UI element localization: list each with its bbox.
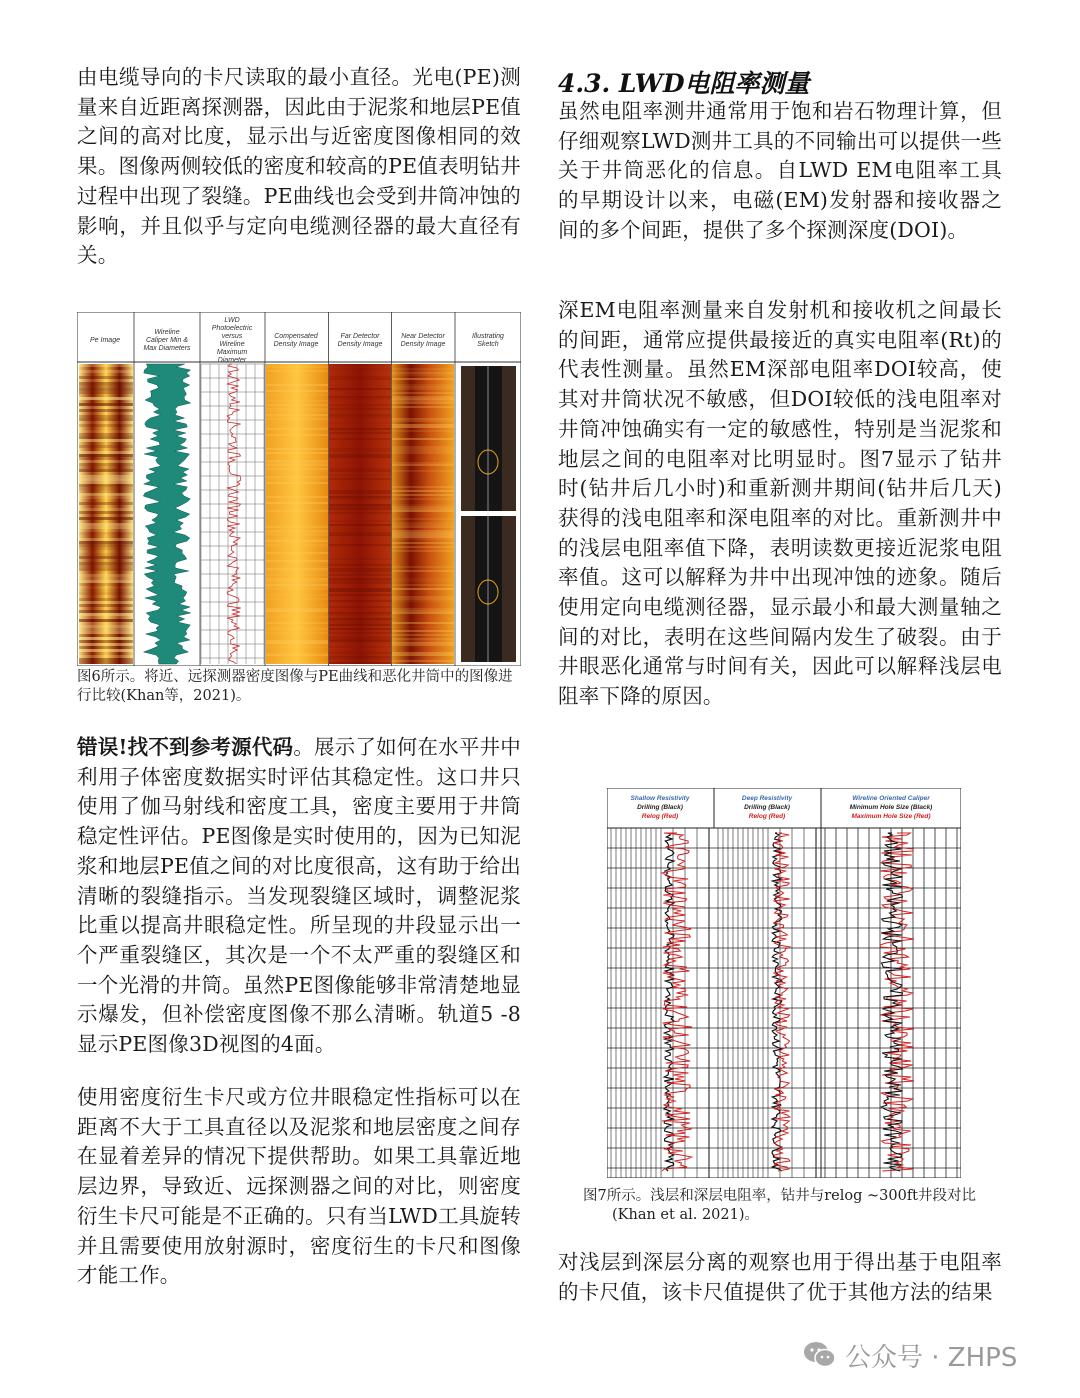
watermark [803,1335,1017,1375]
figure-6-header-2: LWD Photoelectric versus Wireline Maximum Diameter [211,317,253,364]
figure-7-header-0-2: Relog (Red) [641,813,679,820]
figure-7-caption-1: 图7所示。浅层和深层电阻率，钻井与relog ~300ft井段对比 [583,1188,977,1204]
figure-7-caption-2: (Khan et al. 2021)。 [612,1207,759,1223]
figure-6-caption: 图6所示。将近、远探测器密度图像与PE曲线和恶化井筒中的图像进行比较(Khan等，2021)。 [77,669,513,704]
left-paragraph-2-text: 。展示了如何在水平井中利用子体密度数据实时评估其稳定性。这口井只使用了伽马射线和密度工具，密度主要用于井筒稳定性评估。PE图像是实时使用的，因为已知泥浆和地层PE值之间的对比度很高，这有助于给出清晰的裂缝指示。当发现裂缝区域时，调整泥浆比重以提高井眼稳定性。所呈现的井段显示出一个严重裂缝区，其次是一个不太严重的裂缝区和一个光滑的井筒。虽然PE图像能够非常清楚地显示爆发，但补偿密度图像不那么清晰。轨道5 -8显示PE图像3D视图的4面。 [77,735,521,1057]
figure-7-header-2-0: Wireline Oriented Caliper [852,795,930,802]
figure-6-header-4: Far Detector Density Image [337,333,383,348]
figure-6-header-0: Pe Image [90,337,120,344]
figure-7-header-2-2: Maximum Hole Size (Red) [851,813,931,820]
figure-7 [607,788,961,1178]
figure-6-header-3: Compensated Density Image [273,333,319,348]
figure-7-header-1-1: Drilling (Black) [744,804,790,811]
figure-6-image [77,312,521,666]
figure-7-header-2-1: Minimum Hole Size (Black) [849,804,933,811]
figure-6-header-6: Illustrating Sketch [472,333,504,348]
figure-6-header-1: Wireline Caliper Min & Max Diameters [143,329,191,352]
figure-7-image [607,788,961,1178]
right-paragraph-3: 对浅层到深层分离的观察也用于得出基于电阻率的卡尺值，该卡尺值提供了优于其他方法的结果 [558,1250,1002,1304]
watermark-text: 公众号 · ZHPS [845,1342,1018,1373]
figure-6-header-5: Near Detector Density Image [400,333,446,348]
right-paragraph-2: 深EM电阻率测量来自发射机和接收机之间最长的间距，通常应提供最接近的真实电阻率(Rt)的代表性测量。虽然EM深部电阻率DOI较高，使其对井筒状况不敏感，但DOI较低的浅电阻率对井筒冲蚀确实有一定的敏感性，特别是当泥浆和地层之间的电阻率对比明显时。图7显示了钻井时(钻井后几小时)和重新测井期间(钻井后几天)获得的浅电阻率和深电阻率的对比。重新测井中的浅层电阻率值下降，表明读数更接近泥浆电阻率值。这可以解释为井中出现冲蚀的迹象。随后使用定向电缆测径器，显示最小和最大测量轴之间的对比，表明在这些间隔内发生了破裂。由于井眼恶化通常与时间有关，因此可以解释浅层电阻率下降的原因。 [558,298,1002,709]
error-reference-text: 错误!找不到参考源代码 [77,735,294,759]
left-paragraph-2 [77,733,521,1060]
figure-7-header-1-0: Deep Resistivity [741,795,793,802]
figure-7-header-0-0: Shallow Resistivity [630,795,690,802]
left-paragraph-1: 由电缆导向的卡尺读取的最小直径。光电(PE)测量来自近距离探测器，因此由于泥浆和地层PE值之间的高对比度，显示出与近密度图像相同的效果。图像两侧较低的密度和较高的PE值表明钻井过程中出现了裂缝。PE曲线也会受到井筒冲蚀的影响，并且似乎与定向电缆测径器的最大直径有关。 [77,65,521,268]
wechat-icon [803,1341,837,1369]
right-paragraph-1: 虽然电阻率测井通常用于饱和岩石物理计算，但仔细观察LWD测井工具的不同输出可以提供一些关于井筒恶化的信息。自LWD EM电阻率工具的早期设计以来，电磁(EM)发射器和接收器之间的多个间距，提供了多个探测深度(DOI)。 [558,99,1002,242]
figure-7-header-1-2: Relog (Red) [748,813,786,820]
figure-6 [77,312,521,666]
section-heading: 4.3. LWD电阻率测量 [558,69,810,98]
figure-7-header-0-1: Drilling (Black) [637,804,683,811]
left-paragraph-3: 使用密度衍生卡尺或方位井眼稳定性指标可以在距离不大于工具直径以及泥浆和地层密度之间存在显着差异的情况下提供帮助。如果工具靠近地层边界，导致近、远探测器之间的对比，则密度衍生卡尺可能是不正确的。只有当LWD工具旋转并且需要使用放射源时，密度衍生的卡尺和图像才能工作。 [77,1085,521,1288]
